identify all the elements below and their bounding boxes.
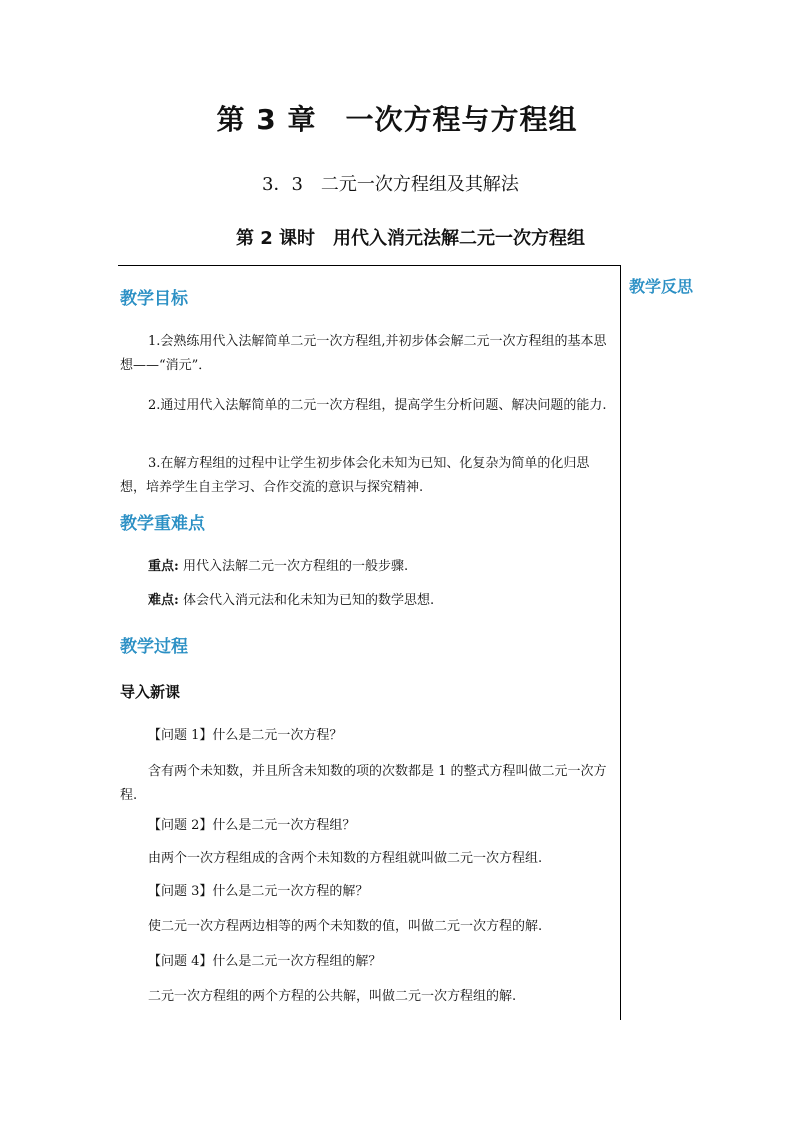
question-3: 【问题 3】什么是二元一次方程的解？ [148, 884, 369, 899]
focus-line [120, 555, 615, 579]
lesson-title: 第 2 课时 用代入消元法解二元一次方程组 [236, 228, 586, 249]
section-title: 3．3 二元一次方程组及其解法 [262, 174, 519, 195]
difficulty-label: 难点: [148, 593, 179, 608]
answer-3: 使二元一次方程两边相等的两个未知数的值，叫做二元一次方程的解. [148, 919, 543, 934]
objective-item-2: 2.通过用代入法解简单的二元一次方程组，提高学生分析问题、解决问题的能力. [148, 398, 607, 413]
question-2: 【问题 2】什么是二元一次方程组？ [148, 818, 356, 833]
content-frame-top-border [118, 265, 620, 266]
answer-1: 含有两个未知数，并且所含未知数的项的次数都是 1 的整式方程叫做二元一次方程. [120, 764, 607, 803]
focus-text: 用代入法解二元一次方程组的一般步骤. [178, 559, 409, 574]
process-heading: 教学过程 [120, 637, 188, 657]
objective-item-3: 3.在解方程组的过程中让学生初步体会化未知为已知、化复杂为简单的化归思想，培养学生自主学习、合作交流的意识与探究精神. [120, 456, 590, 495]
key-points-heading: 教学重难点 [120, 514, 205, 534]
focus-label: 重点: [148, 559, 179, 574]
content-frame-right-border [620, 265, 621, 1020]
objectives-heading: 教学目标 [120, 289, 188, 309]
difficulty-line [120, 589, 615, 613]
question-4: 【问题 4】什么是二元一次方程组的解？ [148, 954, 382, 969]
answer-2: 由两个一次方程组成的含两个未知数的方程组就叫做二元一次方程组. [148, 851, 543, 866]
reflection-column-label: 教学反思 [629, 277, 694, 296]
question-1: 【问题 1】什么是二元一次方程？ [148, 728, 343, 743]
objective-item-1: 1.会熟练用代入法解简单二元一次方程组,并初步体会解二元一次方程组的基本思想——“消元”． [120, 334, 607, 373]
difficulty-text: 体会代入消元法和化未知为已知的数学思想. [178, 593, 435, 608]
intro-heading: 导入新课 [120, 683, 181, 701]
chapter-title: 第 3 章 一次方程与方程组 [216, 103, 578, 136]
answer-4: 二元一次方程组的两个方程的公共解，叫做二元一次方程组的解. [148, 989, 517, 1004]
